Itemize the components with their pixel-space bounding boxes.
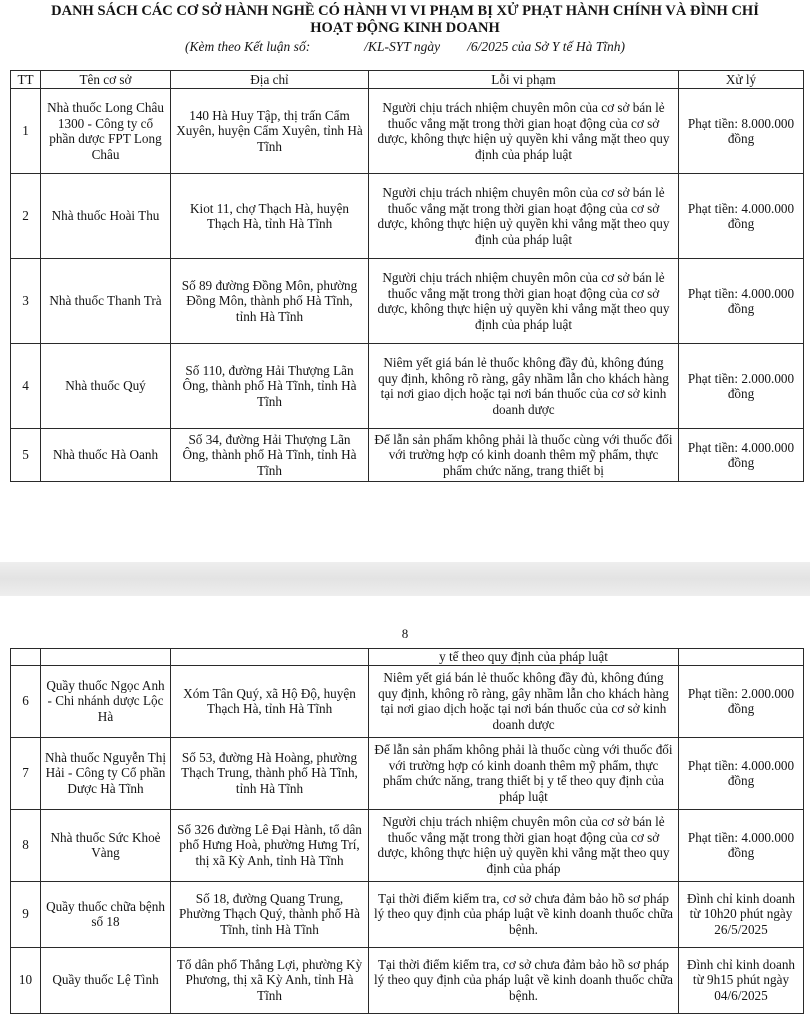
cell-violation-continued: y tế theo quy định của pháp luật — [369, 649, 679, 666]
cell-violation: Để lẫn sản phẩm không phải là thuốc cùng với thuốc đối với trường hợp có kinh doanh thêm mỹ phẩm, thực phẩm chức năng, trang thiết bị y tế theo quy định của pháp luật — [369, 737, 679, 809]
cell-empty — [41, 649, 171, 666]
cell-name: Nhà thuốc Long Châu 1300 - Công ty cổ phần dược FPT Long Châu — [41, 89, 171, 174]
cell-address: Số 110, đường Hải Thượng Lãn Ông, thành phố Hà Tĩnh, tỉnh Hà Tĩnh — [171, 344, 369, 429]
table-row — [11, 665, 804, 737]
cell-tt: 4 — [11, 344, 41, 429]
header-action: Xử lý — [679, 71, 804, 89]
cell-name: Nhà thuốc Hà Oanh — [41, 429, 171, 482]
table-row — [11, 89, 804, 174]
cell-name: Quầy thuốc Ngọc Anh - Chi nhánh dược Lộc Hà — [41, 665, 171, 737]
cell-violation: Người chịu trách nhiệm chuyên môn của cơ sở bán lẻ thuốc vắng mặt trong thời gian hoạt động của cơ sở dược, không thực hiện uỷ quyền khi vắng mặt theo quy định của pháp luật — [369, 89, 679, 174]
cell-tt: 10 — [11, 947, 41, 1013]
table-row — [11, 737, 804, 809]
cell-action: Phạt tiền: 4.000.000 đồng — [679, 429, 804, 482]
violations-table-page1 — [10, 70, 804, 482]
cell-action: Phạt tiền: 4.000.000 đồng — [679, 174, 804, 259]
cell-tt: 9 — [11, 881, 41, 947]
cell-tt: 1 — [11, 89, 41, 174]
cell-name: Nhà thuốc Thanh Trà — [41, 259, 171, 344]
cell-address: Số 18, đường Quang Trung, Phường Thạch Quý, thành phố Hà Tĩnh, tỉnh Hà Tĩnh — [171, 881, 369, 947]
cell-tt: 2 — [11, 174, 41, 259]
cell-address: Xóm Tân Quý, xã Hộ Độ, huyện Thạch Hà, tỉnh Hà Tĩnh — [171, 665, 369, 737]
cell-action: Phạt tiền: 2.000.000 đồng — [679, 665, 804, 737]
cell-action: Đình chỉ kinh doanh từ 9h15 phút ngày 04/6/2025 — [679, 947, 804, 1013]
cell-tt: 8 — [11, 809, 41, 881]
table-row — [11, 947, 804, 1013]
cell-tt: 7 — [11, 737, 41, 809]
cell-violation: Tại thời điểm kiểm tra, cơ sở chưa đảm bảo hồ sơ pháp lý theo quy định của pháp luật về kinh doanh thuốc chữa bệnh. — [369, 881, 679, 947]
table-row — [11, 344, 804, 429]
page-gap — [0, 562, 810, 596]
table-row — [11, 174, 804, 259]
document-title-line2: HOẠT ĐỘNG KINH DOANH — [310, 20, 500, 36]
cell-action: Phạt tiền: 4.000.000 đồng — [679, 259, 804, 344]
cell-name: Nhà thuốc Hoài Thu — [41, 174, 171, 259]
page-number: 8 — [401, 626, 409, 641]
header-address: Địa chỉ — [171, 71, 369, 89]
cell-action: Phạt tiền: 4.000.000 đồng — [679, 809, 804, 881]
table-row — [11, 881, 804, 947]
cell-tt: 3 — [11, 259, 41, 344]
cell-violation: Để lẫn sản phẩm không phải là thuốc cùng với thuốc đối với trường hợp có kinh doanh thêm mỹ phẩm, thực phẩm chức năng, trang thiết bị — [369, 429, 679, 482]
cell-tt: 5 — [11, 429, 41, 482]
cell-violation: Người chịu trách nhiệm chuyên môn của cơ sở bán lẻ thuốc vắng mặt trong thời gian hoạt động của cơ sở dược, không thực hiện uỷ quyền khi vắng mặt theo quy định của pháp luật — [369, 259, 679, 344]
header-name: Tên cơ sở — [41, 71, 171, 89]
document-subtitle: (Kèm theo Kết luận số: /KL-SYT ngày /6/2025 của Sở Y tế Hà Tĩnh) — [184, 39, 626, 54]
cell-name: Nhà thuốc Quý — [41, 344, 171, 429]
header-tt: TT — [11, 71, 41, 89]
violations-table-page2 — [10, 648, 804, 1014]
cell-tt: 6 — [11, 665, 41, 737]
cell-address: Kiot 11, chợ Thạch Hà, huyện Thạch Hà, tỉnh Hà Tĩnh — [171, 174, 369, 259]
cell-violation: Niêm yết giá bán lẻ thuốc không đầy đủ, không đúng quy định, không rõ ràng, gây nhầm lẫn cho khách hàng tại nơi giao dịch hoặc tại nơi bán thuốc của cơ sở kinh doanh dược — [369, 665, 679, 737]
cell-violation: Tại thời điểm kiểm tra, cơ sở chưa đảm bảo hồ sơ pháp lý theo quy định của pháp luật về kinh doanh thuốc chữa bệnh. — [369, 947, 679, 1013]
cell-name: Quầy thuốc Lệ Tình — [41, 947, 171, 1013]
cell-address: Số 34, đường Hải Thượng Lãn Ông, thành phố Hà Tĩnh, tỉnh Hà Tĩnh — [171, 429, 369, 482]
cell-empty — [171, 649, 369, 666]
table-row — [11, 259, 804, 344]
cell-violation: Niêm yết giá bán lẻ thuốc không đầy đủ, không đúng quy định, không rõ ràng, gây nhầm lẫn cho khách hàng tại nơi giao dịch hoặc tại nơi bán thuốc của cơ sở kinh doanh dược — [369, 344, 679, 429]
cell-action: Đình chỉ kinh doanh từ 10h20 phút ngày 26/5/2025 — [679, 881, 804, 947]
cell-action: Phạt tiền: 8.000.000 đồng — [679, 89, 804, 174]
cell-violation: Người chịu trách nhiệm chuyên môn của cơ sở bán lẻ thuốc vắng mặt trong thời gian hoạt động của cơ sở dược, không thực hiện uỷ quyền khi vắng mặt theo quy định của pháp luật — [369, 174, 679, 259]
cell-address: Số 53, đường Hà Hoàng, phường Thạch Trung, thành phố Hà Tĩnh, tỉnh Hà Tĩnh — [171, 737, 369, 809]
table-row — [11, 429, 804, 482]
cell-violation: Người chịu trách nhiệm chuyên môn của cơ sở bán lẻ thuốc vắng mặt trong thời gian hoạt động của cơ sở dược, không thực hiện uỷ quyền khi vắng mặt theo quy định của pháp — [369, 809, 679, 881]
document-page-2 — [0, 596, 810, 1036]
cell-address: Số 326 đường Lê Đại Hành, tổ dân phố Hưng Hoà, phường Hưng Trí, thị xã Kỳ Anh, tỉnh Hà Tĩnh — [171, 809, 369, 881]
cell-name: Quầy thuốc chữa bệnh số 18 — [41, 881, 171, 947]
table-row-continuation — [11, 649, 804, 666]
cell-address: Tổ dân phố Thắng Lợi, phường Kỳ Phương, thị xã Kỳ Anh, tỉnh Hà Tĩnh — [171, 947, 369, 1013]
cell-address: Số 89 đường Đồng Môn, phường Đồng Môn, thành phố Hà Tĩnh, tỉnh Hà Tĩnh — [171, 259, 369, 344]
table-header-row — [11, 71, 804, 89]
cell-action: Phạt tiền: 4.000.000 đồng — [679, 737, 804, 809]
document-title-line1: DANH SÁCH CÁC CƠ SỞ HÀNH NGHỀ CÓ HÀNH VI VI PHẠM BỊ XỬ PHẠT HÀNH CHÍNH VÀ ĐÌNH CHỈ — [51, 3, 759, 19]
header-violation: Lỗi vi phạm — [369, 71, 679, 89]
cell-name: Nhà thuốc Nguyễn Thị Hải - Công ty Cổ phần Dược Hà Tĩnh — [41, 737, 171, 809]
cell-empty — [11, 649, 41, 666]
cell-name: Nhà thuốc Sức Khoẻ Vàng — [41, 809, 171, 881]
cell-action: Phạt tiền: 2.000.000 đồng — [679, 344, 804, 429]
table-row — [11, 809, 804, 881]
cell-empty — [679, 649, 804, 666]
cell-address: 140 Hà Huy Tập, thị trấn Cẩm Xuyên, huyện Cẩm Xuyên, tỉnh Hà Tĩnh — [171, 89, 369, 174]
